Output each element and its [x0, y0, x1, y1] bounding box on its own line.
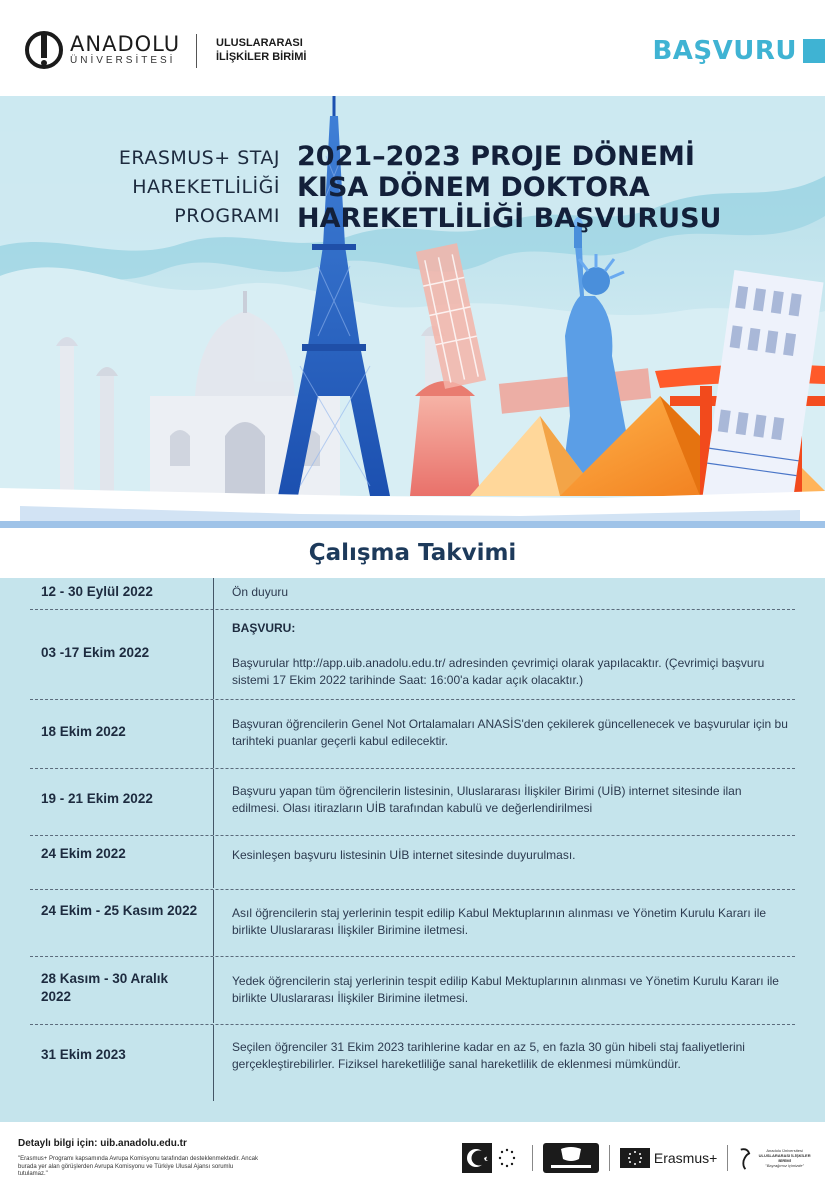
schedule-table: [0, 578, 825, 1122]
row-desc: Başvurular http://app.uib.anadolu.edu.tr/ adresinden çevrimiçi olarak yapılacaktır. (Çevrimiçi başvuru sistemi 17 Ekim 2022 tarihinde Saat: 16:00'a kadar açık olacaktır.): [232, 656, 765, 687]
table-row: [0, 957, 825, 1023]
basvuru-accent-bar: [803, 39, 825, 63]
row-desc: Kesinleşen başvuru listesinin UİB internet sitesinde duyurulması.: [232, 848, 576, 862]
anadolu-logo[interactable]: [24, 30, 180, 70]
eu-flag-icon: [620, 1148, 650, 1168]
turkey-eu-logo: [462, 1143, 522, 1173]
table-row: [0, 700, 825, 768]
row-date: 19 - 21 Ekim 2022: [41, 791, 153, 806]
uib-small-text: ULUSLARARASI İLİŞKİLER BİRİMİ: [758, 1153, 811, 1163]
anadolu-small-text: Anadolu Üniversitesi: [766, 1148, 803, 1153]
footer-info[interactable]: Detaylı bilgi için: uib.anadolu.edu.tr: [18, 1138, 187, 1149]
row-separator: [30, 609, 795, 610]
row-heading: [232, 620, 792, 637]
uib-label: [216, 36, 306, 64]
row-date: 28 Kasım - 30 Aralık 2022: [41, 971, 169, 1004]
basvuru-banner: [652, 36, 825, 66]
row-date: 24 Ekim - 25 Kasım 2022: [41, 903, 198, 918]
table-row: [0, 890, 825, 956]
partner-logos: [462, 1142, 825, 1174]
hero-left-line-3: PROGRAMI: [174, 205, 280, 227]
table-row: [0, 1025, 825, 1115]
logo-name: ANADOLU: [70, 32, 181, 56]
schedule-title: Çalışma Takvimi: [308, 540, 517, 566]
basvuru-heading: BAŞVURU:: [232, 621, 296, 635]
footer-disclaimer: "Erasmus+ Programı kapsamında Avrupa Komisyonu tarafından desteklenmektedir. Ancak burada yer alan görüşlerden Avrupa Komisyonu ve Türkiye Ulusal Ajansı sorumlu tutulamaz.": [18, 1156, 258, 1177]
header: [0, 0, 825, 96]
table-row: [0, 611, 825, 699]
erasmus-plus-logo: [620, 1143, 717, 1173]
erasmus-plus-text: Erasmus+: [653, 1150, 718, 1166]
anadolu-emblem-icon: [24, 30, 64, 70]
hero-left-line-1: ERASMUS+ STAJ: [118, 147, 280, 169]
national-agency-icon: [543, 1143, 599, 1173]
row-desc: Seçilen öğrenciler 31 Ekim 2023 tarihlerine kadar en az 5, en fazla 30 gün hibeli staj faaliyetlerini gerçekleştirebilirler. Fiziksel hareketliliğe sanal hareketlilik de eklenmesi mümkündür.: [232, 1040, 745, 1071]
turkey-eu-flag-icon: [462, 1143, 522, 1173]
footer-logo-divider: [727, 1145, 728, 1171]
uib-line-2: İLİŞKİLER BİRİMİ: [216, 51, 307, 63]
row-desc: Ön duyuru: [232, 585, 289, 599]
table-row: [0, 769, 825, 835]
logo-subtitle: ÜNİVERSİTESİ: [70, 55, 176, 66]
anadolu-uib-logo: [738, 1143, 815, 1173]
footer-logo-divider: [609, 1145, 610, 1171]
basvuru-title: BAŞVURU: [652, 36, 797, 66]
hero-program-label: [60, 144, 280, 231]
bird-emblem-icon: [738, 1145, 751, 1171]
hero-right-line-3: HAREKETLİLİĞİ BAŞVURUSU: [297, 203, 722, 234]
footer-logo-divider: [532, 1145, 533, 1171]
table-row: [0, 836, 825, 888]
motto-text: "Bayrağımız içimizde": [765, 1163, 804, 1168]
hero-title: [297, 141, 721, 234]
national-agency-logo: [543, 1143, 599, 1173]
footer: [0, 1122, 825, 1200]
table-row: [0, 578, 825, 611]
row-date: 03 -17 Ekim 2022: [41, 645, 150, 660]
hero-right-line-2: KISA DÖNEM DOKTORA: [297, 172, 650, 203]
row-date: 18 Ekim 2022: [41, 724, 126, 739]
row-desc: Yedek öğrencilerin staj yerlerinin tespit edilip Kabul Mektuplarının alınması ve Yönetim Kurulu Kararı ile birlikte Uluslararası İlişkiler Birimine iletmesi.: [232, 974, 779, 1005]
uib-line-1: ULUSLARARASI: [216, 37, 303, 49]
hero-illustration: [0, 96, 825, 528]
row-date: 31 Ekim 2023: [41, 1047, 126, 1062]
hero-right-line-1: 2021–2023 PROJE DÖNEMİ: [297, 141, 695, 172]
hero-left-line-2: HAREKETLİLİĞİ: [132, 176, 280, 198]
row-date: 24 Ekim 2022: [41, 846, 126, 861]
row-date: 12 - 30 Eylül 2022: [41, 584, 153, 599]
schedule-title-band: [0, 528, 825, 578]
row-desc: Başvuru yapan tüm öğrencilerin listesinin, Uluslararası İlişkiler Birimi (UİB) internet sitesinde ilan edilmesi. Olası itirazların UİB tarafından kabulü ve değerlendirilmesi: [232, 784, 742, 815]
row-desc: Başvuran öğrencilerin Genel Not Ortalamaları ANASİS'den çekilerek güncellenecek ve başvurular için bu tarihteki puanlar geçerli kabul edilecektir.: [232, 717, 788, 748]
row-desc: Asıl öğrencilerin staj yerlerinin tespit edilip Kabul Mektuplarının alınması ve Yönetim Kurulu Kararı ile birlikte Uluslararası İlişkiler Birimine iletmesi.: [232, 906, 767, 937]
header-divider: [196, 34, 197, 68]
